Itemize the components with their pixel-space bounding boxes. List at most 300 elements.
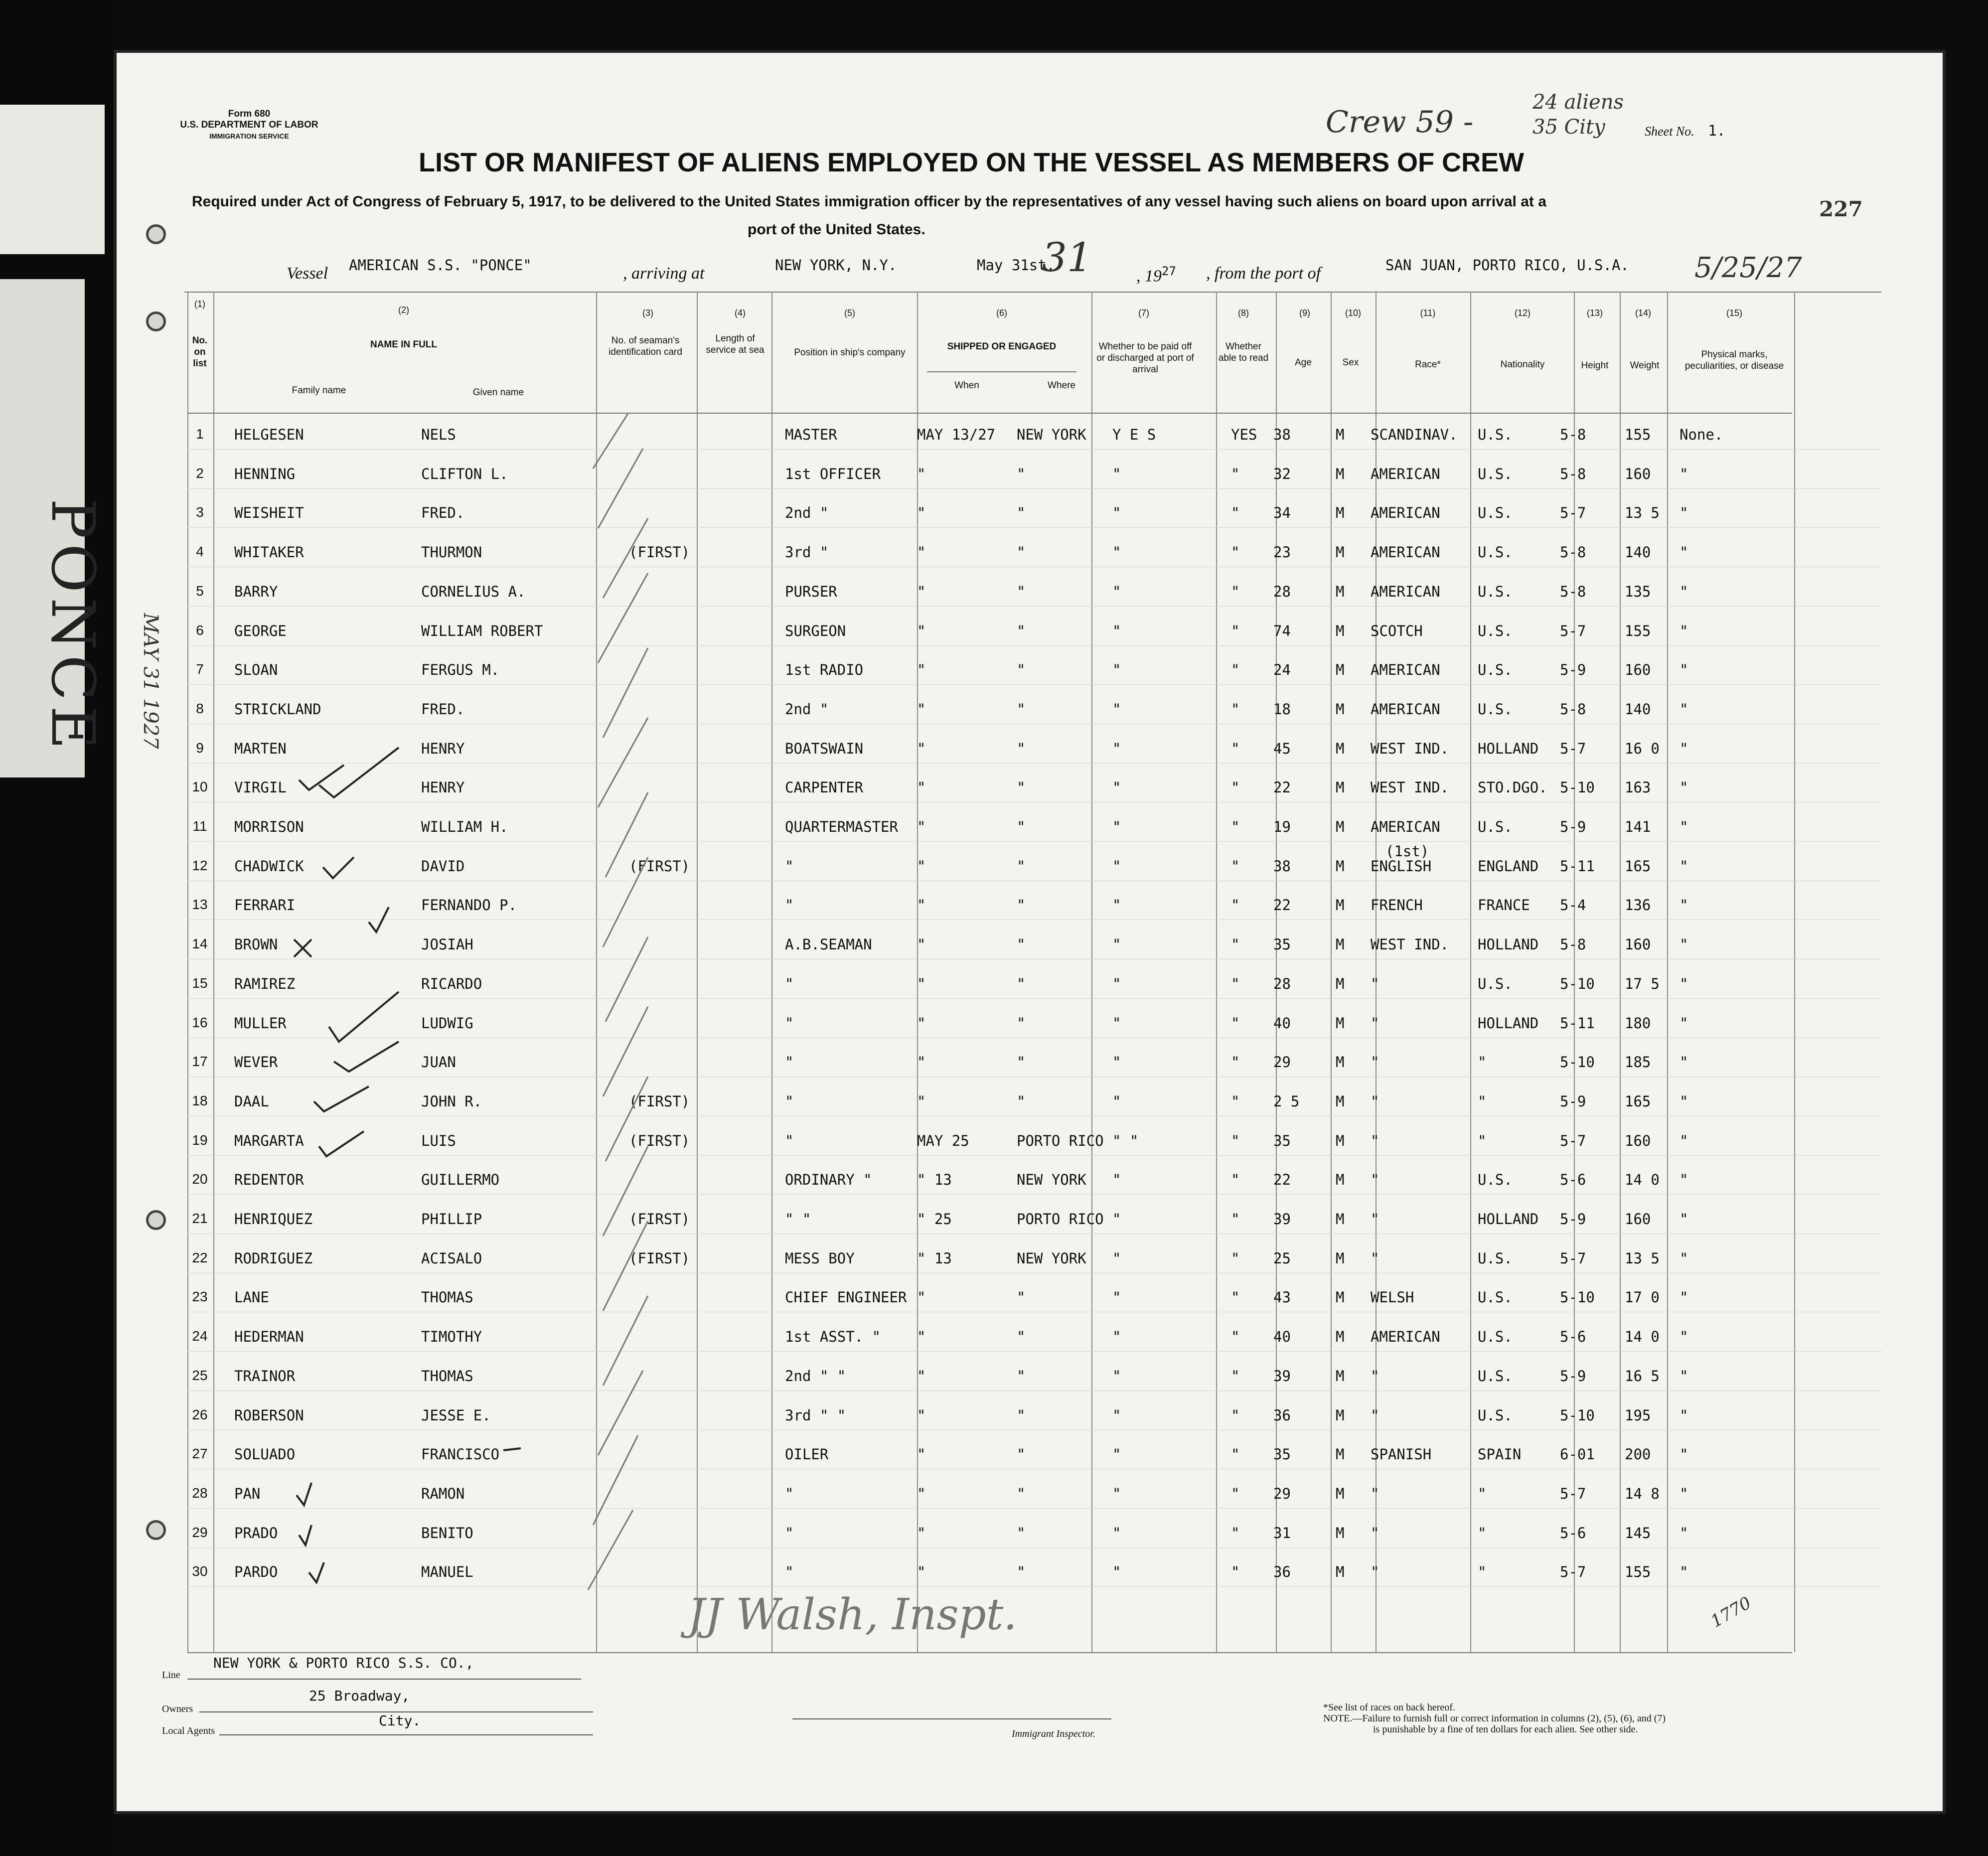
- cell-nat: U.S.: [1478, 1367, 1513, 1385]
- cell-sex: M: [1336, 1054, 1345, 1071]
- cell-where: ": [1017, 583, 1026, 600]
- arrival-date: May 31st.: [977, 257, 1056, 274]
- cell-given: FERNANDO P.: [421, 897, 517, 914]
- cell-no: 7: [196, 661, 204, 677]
- cell-family: SOLUADO: [234, 1446, 296, 1463]
- cell-race: AMERICAN: [1371, 1328, 1440, 1346]
- cell-marks: ": [1680, 818, 1688, 835]
- cell-where: ": [1017, 504, 1026, 522]
- cell-age: 35: [1273, 1446, 1291, 1463]
- cell-paid: ": [1112, 1524, 1121, 1542]
- cell-when: ": [917, 1092, 926, 1110]
- cell-given: RAMON: [421, 1485, 465, 1502]
- cell-family: FERRARI: [234, 897, 296, 914]
- cell-no: 11: [192, 818, 207, 834]
- cell-family: GEORGE: [234, 622, 287, 639]
- cell-family: RAMIREZ: [234, 975, 296, 992]
- cell-when: ": [917, 1289, 926, 1306]
- cell-marks: ": [1680, 1524, 1688, 1542]
- cell-where: ": [1017, 857, 1026, 875]
- cell-position: CARPENTER: [785, 779, 864, 796]
- col-race: Race*: [1415, 359, 1441, 370]
- cell-no: 2: [196, 465, 204, 481]
- cell-when: ": [917, 1014, 926, 1032]
- corner-annotation: 1770: [1707, 1593, 1755, 1632]
- cell-race: AMERICAN: [1371, 818, 1440, 835]
- cell-paid: ": [1112, 1367, 1121, 1385]
- cell-family: HENNING: [234, 465, 296, 482]
- cell-family: WEVER: [234, 1054, 278, 1071]
- cell-read: ": [1231, 504, 1240, 522]
- fine-note: NOTE.—Failure to furnish full or correct information in columns (2), (5), (6), and (7): [1323, 1713, 1666, 1724]
- cell-where: ": [1017, 1524, 1026, 1542]
- cell-weight: 155: [1625, 622, 1651, 639]
- cell-weight: 180: [1625, 1014, 1651, 1032]
- stamped-number: 227: [1819, 197, 1863, 221]
- cell-sex: M: [1336, 1211, 1345, 1228]
- cell-where: ": [1017, 936, 1026, 953]
- cell-no: 24: [192, 1328, 208, 1344]
- cell-family: PARDO: [234, 1563, 278, 1581]
- cell-family: HELGESEN: [234, 426, 304, 443]
- cell-given: FRED.: [421, 504, 465, 522]
- cell-age: 31: [1273, 1524, 1291, 1542]
- cell-position: 3rd " ": [785, 1406, 846, 1424]
- cell-no: 29: [192, 1524, 208, 1540]
- owners-address: 25 Broadway,: [309, 1688, 410, 1704]
- cell-family: VIRGIL: [234, 779, 287, 796]
- cell-sex: M: [1336, 700, 1345, 718]
- cell-no: 21: [192, 1211, 208, 1226]
- cell-weight: 17 0: [1625, 1289, 1660, 1306]
- cell-height: 5-8: [1560, 544, 1586, 561]
- cell-given: THOMAS: [421, 1367, 473, 1385]
- cell-weight: 155: [1625, 1563, 1651, 1581]
- cell-family: HEDERMAN: [234, 1328, 304, 1346]
- cell-family: HENRIQUEZ: [234, 1211, 313, 1228]
- cell-read: ": [1231, 1367, 1240, 1385]
- cell-weight: 200: [1625, 1446, 1651, 1463]
- cell-read: ": [1231, 1485, 1240, 1502]
- cell-nat: U.S.: [1478, 622, 1513, 639]
- cell-when: ": [917, 1524, 926, 1542]
- cell-nat: ENGLAND: [1478, 857, 1539, 875]
- cell-read: ": [1231, 1406, 1240, 1424]
- cell-family: MORRISON: [234, 818, 304, 835]
- cell-position: 2nd ": [785, 700, 829, 718]
- cell-where: PORTO RICO: [1017, 1211, 1104, 1228]
- document-subtitle: Required under Act of Congress of February 5, 1917, to be delivered to the United States immigration officer by the representatives of any vessel having such aliens on board upon arrival at a: [192, 193, 1546, 210]
- cell-paid: ": [1112, 1092, 1121, 1110]
- cell-sex: M: [1336, 622, 1345, 639]
- arrival-date-handwritten: 31: [1042, 234, 1092, 281]
- cell-weight: 141: [1625, 818, 1651, 835]
- cell-race: SPANISH: [1371, 1446, 1432, 1463]
- cell-given: LUDWIG: [421, 1014, 473, 1032]
- cell-card: (FIRST): [629, 1132, 690, 1149]
- col-where: Where: [1048, 380, 1075, 391]
- cell-race: WELSH: [1371, 1289, 1414, 1306]
- cell-family: ROBERSON: [234, 1406, 304, 1424]
- cell-age: 36: [1273, 1406, 1291, 1424]
- sheet-number-value: 1.: [1708, 122, 1726, 139]
- cell-sex: M: [1336, 504, 1345, 522]
- cell-marks: ": [1680, 544, 1688, 561]
- cell-family: REDENTOR: [234, 1171, 304, 1189]
- cell-sex: M: [1336, 1367, 1345, 1385]
- cell-paid: ": [1112, 504, 1121, 522]
- check-marks: [294, 748, 521, 1582]
- cell-where: ": [1017, 1406, 1026, 1424]
- cell-read: ": [1231, 661, 1240, 679]
- col-age: Age: [1295, 357, 1312, 368]
- col-num-11: (11): [1420, 308, 1436, 318]
- cell-read: ": [1231, 740, 1240, 757]
- cell-sex: M: [1336, 857, 1345, 875]
- cell-paid: ": [1112, 700, 1121, 718]
- cell-given: RICARDO: [421, 975, 482, 992]
- cell-read: ": [1231, 936, 1240, 953]
- cell-where: ": [1017, 1289, 1026, 1306]
- cell-age: 36: [1273, 1563, 1291, 1581]
- col-weight: Weight: [1630, 360, 1660, 371]
- cell-race: AMERICAN: [1371, 465, 1440, 482]
- cell-read: ": [1231, 857, 1240, 875]
- cell-nat: ": [1478, 1132, 1487, 1149]
- cell-sex: M: [1336, 740, 1345, 757]
- cell-sex: M: [1336, 1485, 1345, 1502]
- cell-weight: 160: [1625, 936, 1651, 953]
- cell-nat: ": [1478, 1563, 1487, 1581]
- cell-sex: M: [1336, 1171, 1345, 1189]
- cell-given: THURMON: [421, 544, 482, 561]
- cell-weight: 14 0: [1625, 1171, 1660, 1189]
- cell-position: ": [785, 1092, 794, 1110]
- cell-sex: M: [1336, 1563, 1345, 1581]
- cell-paid: ": [1112, 1249, 1121, 1267]
- arrival-port: NEW YORK, N.Y.: [775, 257, 897, 274]
- cell-height: 5-10: [1560, 779, 1595, 796]
- cell-read: ": [1231, 622, 1240, 639]
- cell-sex: M: [1336, 465, 1345, 482]
- cell-paid: Y E S: [1112, 426, 1156, 443]
- cell-where: ": [1017, 1485, 1026, 1502]
- cell-sex: M: [1336, 975, 1345, 992]
- col-given-name: Given name: [472, 387, 524, 398]
- cell-paid: ": [1112, 544, 1121, 561]
- cell-family: SLOAN: [234, 661, 278, 679]
- cell-weight: 16 0: [1625, 740, 1660, 757]
- cell-no: 14: [192, 936, 208, 952]
- cell-nat: HOLLAND: [1478, 740, 1539, 757]
- cell-family: LANE: [234, 1289, 269, 1306]
- cell-marks: ": [1680, 857, 1688, 875]
- cell-nat: U.S.: [1478, 818, 1513, 835]
- cell-no: 22: [192, 1249, 208, 1265]
- cell-paid: ": [1112, 1328, 1121, 1346]
- cell-age: 23: [1273, 544, 1291, 561]
- cell-no: 23: [192, 1289, 208, 1305]
- col-id-card: No. of seaman's identification card: [609, 335, 682, 357]
- cell-nat: U.S.: [1478, 544, 1513, 561]
- cell-nat: ": [1478, 1054, 1487, 1071]
- cell-no: 28: [192, 1485, 208, 1501]
- handwritten-alien-count: 24 aliens: [1532, 91, 1624, 114]
- cell-nat: FRANCE: [1478, 897, 1530, 914]
- cell-race: WEST IND.: [1371, 936, 1449, 953]
- cell-position: ORDINARY ": [785, 1171, 872, 1189]
- col-num-2: (2): [398, 305, 409, 315]
- cell-nat: U.S.: [1478, 426, 1513, 443]
- cell-given: FRANCISCO: [421, 1446, 500, 1463]
- cell-age: 39: [1273, 1367, 1291, 1385]
- cell-paid: ": [1112, 1171, 1121, 1189]
- cell-family: BARRY: [234, 583, 278, 600]
- cell-family: WEISHEIT: [234, 504, 304, 522]
- cell-weight: 165: [1625, 857, 1651, 875]
- cell-paid: ": [1112, 897, 1121, 914]
- cell-where: ": [1017, 818, 1026, 835]
- cell-read: ": [1231, 1211, 1240, 1228]
- cell-no: 9: [196, 740, 204, 756]
- cell-sex: M: [1336, 779, 1345, 796]
- cell-age: 35: [1273, 1132, 1291, 1149]
- col-name-in-full: NAME IN FULL: [370, 339, 438, 350]
- cell-sex: M: [1336, 897, 1345, 914]
- cell-position: ": [785, 1563, 794, 1581]
- cell-position: 1st OFFICER: [785, 465, 881, 482]
- cell-height: 5-11: [1560, 1014, 1595, 1032]
- cell-when: ": [917, 1485, 926, 1502]
- cell-weight: 140: [1625, 544, 1651, 561]
- cell-age: 22: [1273, 1171, 1291, 1189]
- cell-weight: 140: [1625, 700, 1651, 718]
- col-num-4: (4): [735, 308, 746, 318]
- cell-height: 5-10: [1560, 1289, 1595, 1306]
- col-height: Height: [1581, 360, 1609, 371]
- cell-given: HENRY: [421, 779, 465, 796]
- cell-nat: U.S.: [1478, 975, 1513, 992]
- cell-race: SCANDINAV.: [1371, 426, 1458, 443]
- cell-weight: 135: [1625, 583, 1651, 600]
- cell-race: ": [1371, 1171, 1379, 1189]
- cell-paid: ": [1112, 1014, 1121, 1032]
- cell-position: ": [785, 1014, 794, 1032]
- cell-no: 18: [192, 1092, 208, 1108]
- cell-weight: 160: [1625, 465, 1651, 482]
- cell-nat: STO.DGO.: [1478, 779, 1547, 796]
- cell-age: 43: [1273, 1289, 1291, 1306]
- document-subtitle-2: port of the United States.: [748, 221, 925, 238]
- col-num-9: (9): [1299, 308, 1310, 318]
- cell-position: 2nd ": [785, 504, 829, 522]
- cell-nat: ": [1478, 1524, 1487, 1542]
- cell-weight: 165: [1625, 1092, 1651, 1110]
- cell-age: 40: [1273, 1328, 1291, 1346]
- cell-paid: ": [1112, 779, 1121, 796]
- cell-race: WEST IND.: [1371, 740, 1449, 757]
- cell-when: ": [917, 1054, 926, 1071]
- cell-weight: 136: [1625, 897, 1651, 914]
- cell-where: ": [1017, 622, 1026, 639]
- col-num-14: (14): [1635, 308, 1651, 318]
- cell-sex: M: [1336, 818, 1345, 835]
- cell-given: TIMOTHY: [421, 1328, 482, 1346]
- cell-paid: ": [1112, 740, 1121, 757]
- cell-read: ": [1231, 1171, 1240, 1189]
- cell-family: PRADO: [234, 1524, 278, 1542]
- cell-where: ": [1017, 1014, 1026, 1032]
- cell-when: ": [917, 1563, 926, 1581]
- cell-paid: ": [1112, 1406, 1121, 1424]
- cell-height: 5-9: [1560, 1367, 1586, 1385]
- cell-when: ": [917, 936, 926, 953]
- cell-marks: ": [1680, 975, 1688, 992]
- race-note: *See list of races on back hereof.: [1323, 1702, 1455, 1713]
- cell-sex: M: [1336, 1446, 1345, 1463]
- cell-weight: 13 5: [1625, 504, 1660, 522]
- cell-weight: 160: [1625, 1211, 1651, 1228]
- cell-read: ": [1231, 1054, 1240, 1071]
- cell-age: 29: [1273, 1485, 1291, 1502]
- cell-age: 24: [1273, 661, 1291, 679]
- cell-position: ": [785, 1054, 794, 1071]
- cell-no: 6: [196, 622, 204, 638]
- cell-no: 30: [192, 1563, 208, 1579]
- cell-weight: 163: [1625, 779, 1651, 796]
- cell-position: ": [785, 1524, 794, 1542]
- cell-race: ": [1371, 1211, 1379, 1228]
- cell-family: DAAL: [234, 1092, 269, 1110]
- cell-nat: U.S.: [1478, 700, 1513, 718]
- cell-race: ": [1371, 1014, 1379, 1032]
- cell-read: ": [1231, 975, 1240, 992]
- cell-no: 27: [192, 1446, 208, 1462]
- cell-marks: ": [1680, 465, 1688, 482]
- cell-no: 25: [192, 1367, 208, 1383]
- cell-race: ": [1371, 1249, 1379, 1267]
- cell-sex: M: [1336, 426, 1345, 443]
- cell-sex: M: [1336, 1524, 1345, 1542]
- cell-no: 3: [196, 504, 204, 520]
- cell-given: CORNELIUS A.: [421, 583, 526, 600]
- cell-weight: 17 5: [1625, 975, 1660, 992]
- cell-card: (FIRST): [629, 544, 690, 561]
- cell-age: 39: [1273, 1211, 1291, 1228]
- cell-position: ": [785, 897, 794, 914]
- cell-where: ": [1017, 1054, 1026, 1071]
- steamship-line: NEW YORK & PORTO RICO S.S. CO.,: [213, 1655, 474, 1671]
- agents-underline: [219, 1734, 593, 1735]
- cell-marks: ": [1680, 661, 1688, 679]
- cell-where: NEW YORK: [1017, 1171, 1086, 1189]
- col-num-15: (15): [1726, 308, 1742, 318]
- cell-race: ": [1371, 1563, 1379, 1581]
- cell-nat: HOLLAND: [1478, 1211, 1539, 1228]
- cell-race: FRENCH: [1371, 897, 1423, 914]
- cell-position: ": [785, 1132, 794, 1149]
- cell-sex: M: [1336, 1406, 1345, 1424]
- cell-when: ": [917, 740, 926, 757]
- document-title: LIST OR MANIFEST OF ALIENS EMPLOYED ON THE VESSEL AS MEMBERS OF CREW: [419, 148, 1525, 177]
- year-value: 27: [1162, 264, 1176, 278]
- cell-position: QUARTERMASTER: [785, 818, 898, 835]
- cell-family: STRICKLAND: [234, 700, 321, 718]
- cell-no: 26: [192, 1406, 208, 1422]
- cell-paid: ": [1112, 465, 1121, 482]
- cell-where: ": [1017, 975, 1026, 992]
- cell-height: 5-7: [1560, 1563, 1586, 1581]
- cell-height: 5-9: [1560, 1092, 1586, 1110]
- cell-when: ": [917, 700, 926, 718]
- cell-where: ": [1017, 1367, 1026, 1385]
- cell-nat: ": [1478, 1485, 1487, 1502]
- cell-given: PHILLIP: [421, 1211, 482, 1228]
- cell-paid: ": [1112, 1211, 1121, 1228]
- cell-age: 38: [1273, 426, 1291, 443]
- cell-height: 5-10: [1560, 1054, 1595, 1071]
- cell-age: 29: [1273, 1054, 1291, 1071]
- cell-when: ": [917, 622, 926, 639]
- cell-read: ": [1231, 1289, 1240, 1306]
- cell-position: CHIEF ENGINEER: [785, 1289, 907, 1306]
- cell-sex: M: [1336, 936, 1345, 953]
- cell-paid: " ": [1112, 1132, 1139, 1149]
- cell-marks: ": [1680, 1563, 1688, 1581]
- cell-age: 32: [1273, 465, 1291, 482]
- cell-when: ": [917, 504, 926, 522]
- cell-height: 5-8: [1560, 936, 1586, 953]
- cell-when: " 25: [917, 1211, 952, 1228]
- cell-position: 1st ASST. ": [785, 1328, 881, 1346]
- cell-marks: ": [1680, 1132, 1688, 1149]
- cell-paid: ": [1112, 1446, 1121, 1463]
- cell-read: ": [1231, 465, 1240, 482]
- handwritten-city-count: 35 City: [1532, 116, 1605, 139]
- cell-age: 35: [1273, 936, 1291, 953]
- cell-weight: 155: [1625, 426, 1651, 443]
- cell-no: 4: [196, 544, 204, 560]
- cell-no: 12: [192, 857, 208, 873]
- cell-age: 22: [1273, 779, 1291, 796]
- cell-race: SCOTCH: [1371, 622, 1423, 639]
- cell-marks: ": [1680, 1171, 1688, 1189]
- cell-nat: U.S.: [1478, 661, 1513, 679]
- cell-no: 8: [196, 700, 204, 716]
- cell-given: WILLIAM H.: [421, 818, 508, 835]
- cell-weight: 160: [1625, 661, 1651, 679]
- cell-race: ": [1371, 1132, 1379, 1149]
- col-shipped: SHIPPED OR ENGAGED: [947, 341, 1057, 352]
- cell-height: 5-7: [1560, 1249, 1586, 1267]
- local-agents-value: City.: [379, 1712, 421, 1729]
- cell-card: (FIRST): [629, 1211, 690, 1228]
- department-name: U.S. DEPARTMENT OF LABOR: [180, 120, 318, 130]
- cell-paid: ": [1112, 1563, 1121, 1581]
- cell-race: ": [1371, 1367, 1379, 1385]
- cell-height: 5-10: [1560, 975, 1595, 992]
- cell-read: ": [1231, 544, 1240, 561]
- cell-height: 5-9: [1560, 661, 1586, 679]
- cell-height: 5-7: [1560, 504, 1586, 522]
- cell-no: 16: [192, 1014, 208, 1030]
- col-length-service: Length of service at sea: [706, 333, 765, 355]
- cell-paid: ": [1112, 1289, 1121, 1306]
- cell-position: OILER: [785, 1446, 829, 1463]
- cell-age: 25: [1273, 1249, 1291, 1267]
- cell-given: ACISALO: [421, 1249, 482, 1267]
- vessel-name: AMERICAN S.S. "PONCE": [349, 257, 532, 274]
